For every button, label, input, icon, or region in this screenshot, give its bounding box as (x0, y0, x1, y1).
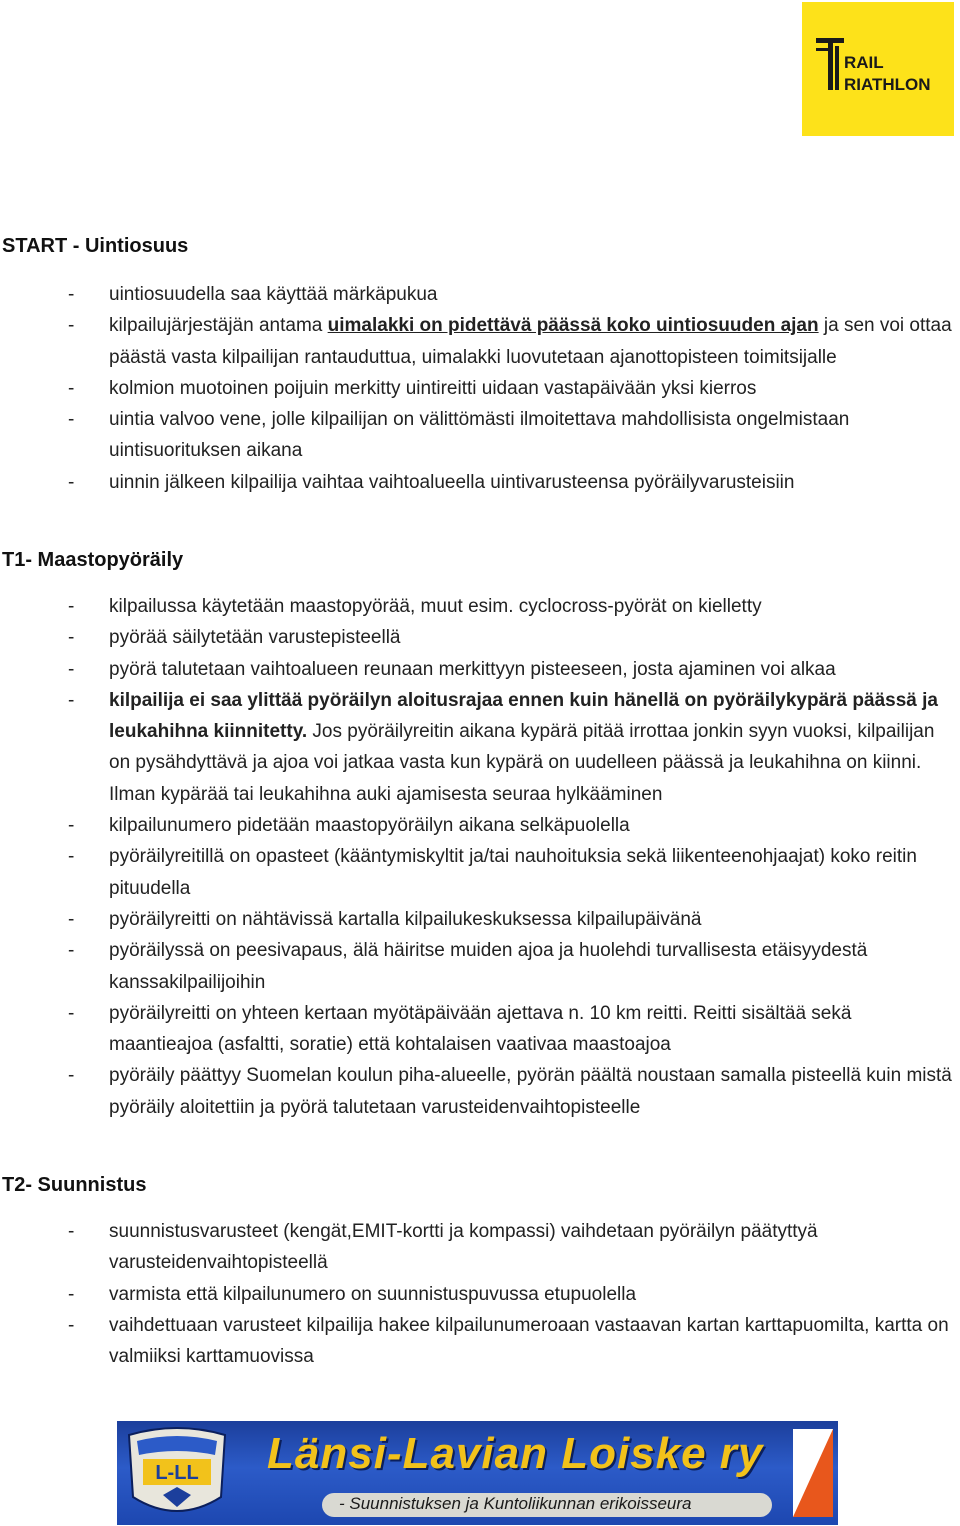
list-item: - pyöräilyssä on peesivapaus, älä häiritse muiden ajoa ja huolehdi turvallisesta etäisyydestä kanssakilpailijoihin (68, 940, 868, 993)
list-item: - kilpailussa käytetään maastopyörää, muut esim. cyclocross-pyörät on kielletty (68, 596, 762, 617)
logo-line1: RAIL (844, 53, 884, 72)
logo-line2: RIATHLON (844, 75, 931, 94)
list-item: - kilpailujärjestäjän antama uimalakki on pidettävä päässä koko uintiosuuden ajan ja sen voi ottaa päästä vasta kilpailijan rantauduttua, uimalakki luovutetaan ajanottopisteen toimitsijalle (68, 315, 952, 368)
t1-list (0, 591, 960, 1123)
list-item: - kilpailija ei saa ylittää pyöräilyn aloitusrajaa ennen kuin hänellä on pyöräilykypärä päässä ja leukahihna kiinnitetty. Jos pyöräilyreitin aikana kypärä pitää irrottaa jonkin syyn vuoksi, kilpailijan on pysähdyttävä ja ajoa voi jatkaa vasta kun kypärä on uudelleen päässä ja leukahihna on kiinni. Ilman kypärää tai leukahihna auki ajamisesta seuraa hylkääminen (68, 689, 938, 805)
list-item: - uintia valvoo vene, jolle kilpailijan on välittömästi ilmoitettava mahdollisista ongelmistaan uintisuorituksen aikana (68, 409, 850, 462)
club-emblem-icon (123, 1425, 231, 1521)
list-item: - pyöräily päättyy Suomelan koulun piha-alueelle, pyörän päältä noustaan samalla pisteellä kuin mistä pyöräily aloitettiin ja pyörä talutetaan varusteidenvaihtopisteelle (68, 1065, 952, 1118)
list-item: - kilpailunumero pidetään maastopyöräilyn aikana selkäpuolella (68, 815, 630, 837)
list-item: - kolmion muotoinen poijuin merkitty uintireitti uidaan vastapäivään yksi kierros (68, 377, 757, 399)
section-heading-t2: T2- Suunnistus (2, 1174, 147, 1196)
underlined-rule: uimalakki on pidettävä päässä koko uintiosuuden ajan (327, 315, 819, 337)
start-list (0, 279, 960, 498)
bold-rule: kilpailija ei saa ylittää pyöräilyn aloitusrajaa ennen kuin hänellä on pyöräilykypärä päässä ja leukahihna kiinnitetty. (109, 689, 938, 743)
list-item: - uintiosuudella saa käyttää märkäpukua (68, 284, 438, 305)
section-heading-t1: T1- Maastopyöräily (2, 549, 184, 571)
list-item: - pyöräilyreitti on yhteen kertaan myötäpäivään ajettava n. 10 km reitti. Reitti sisältää sekä maantieajoa (asfaltti, soratie) että kohtalaisen vaativaa maastoajoa (68, 1002, 852, 1056)
t2-list (0, 1216, 960, 1372)
club-subtitle: - Suunnistuksen ja Kuntoliikunnan erikoisseura (339, 1494, 692, 1513)
list-item: - suunnistusvarusteet (kengät,EMIT-kortti ja kompassi) vaihdetaan pyöräilyn päätyttyä varusteidenvaihtopisteellä (68, 1221, 818, 1274)
trail-triathlon-logo (802, 2, 954, 136)
orienteering-flag-icon (793, 1429, 833, 1517)
list-item: - varmista että kilpailunumero on suunnistuspuvussa etupuolella (68, 1283, 637, 1305)
club-name: Länsi-Lavian Loiske ry (267, 1429, 764, 1478)
club-banner (117, 1421, 838, 1525)
list-item: - pyöräilyreitti on nähtävissä kartalla kilpailukeskuksessa kilpailupäivänä (68, 908, 702, 930)
list-item: - uinnin jälkeen kilpailija vaihtaa vaihtoalueella uintivarusteensa pyöräilyvarusteisiin (68, 471, 795, 493)
emblem-text: L-LL (155, 1462, 199, 1484)
list-item: - pyörä talutetaan vaihtoalueen reunaan merkittyyn pisteeseen, josta ajaminen voi alkaa (68, 658, 836, 680)
list-item: - pyöräilyreitillä on opasteet (kääntymiskyltit ja/tai nauhoituksia sekä liikenteenohjaajat) koko reitin pituudella (68, 846, 917, 899)
section-heading-start: START - Uintiosuus (2, 235, 189, 257)
list-item: - pyörää säilytetään varustepisteellä (68, 627, 401, 649)
list-item: - vaihdettuaan varusteet kilpailija hakee kilpailunumeroaan vastaavan kartan karttapuomilta, kartta on valmiiksi karttamuovissa (68, 1314, 949, 1368)
